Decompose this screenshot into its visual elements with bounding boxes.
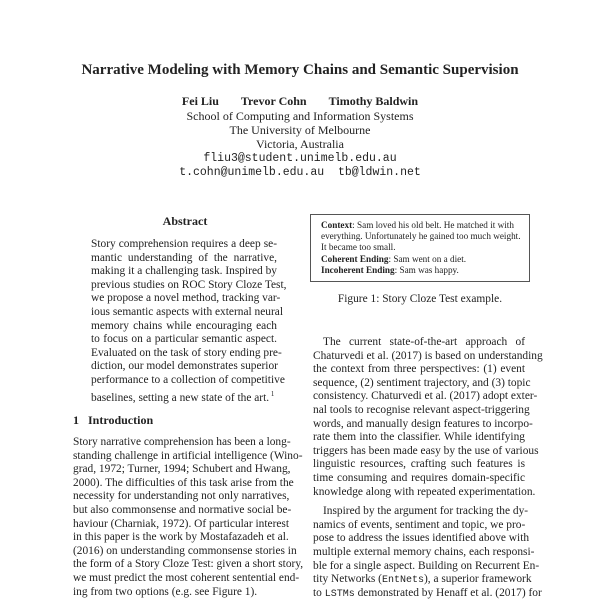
affiliation-line: The University of Melbourne bbox=[229, 123, 371, 137]
text-line: baselines, setting a new state of the art. $^1$ bbox=[91, 389, 275, 404]
text: to bbox=[313, 586, 325, 599]
email: fliu3@student.unimelb.edu.au bbox=[203, 152, 397, 165]
incoherent-label: Incoherent Ending bbox=[321, 264, 395, 275]
text: ), a superior framework bbox=[423, 573, 532, 586]
author: Fei Liu bbox=[181, 94, 219, 108]
text-line: linguistic resources, crafting such features is bbox=[313, 458, 525, 471]
text-line: multiple external memory chains, each responsi- bbox=[313, 545, 535, 558]
abstract-body bbox=[91, 238, 287, 404]
figure-caption: Figure 1: Story Cloze Test example. bbox=[337, 293, 503, 305]
intro-body bbox=[73, 436, 304, 599]
coherent-text: Sam went on a diet. bbox=[393, 253, 467, 264]
text-line: Story narrative comprehension has been a long- bbox=[73, 436, 291, 448]
section-title: Introduction bbox=[88, 413, 154, 427]
text-line: mantic understanding of the narrative, bbox=[91, 251, 277, 264]
author: Trevor Cohn bbox=[240, 94, 307, 108]
text-line: in this paper is the work by Mostafazadeh et al. bbox=[73, 531, 289, 544]
coherent-label: Coherent Ending bbox=[321, 253, 389, 264]
code-term: EntNets bbox=[381, 575, 424, 587]
text-line: grad, 1972; Turner, 1994; Schubert and Hwang, bbox=[73, 463, 291, 476]
author: Timothy Baldwin bbox=[328, 94, 419, 108]
text-line: the form of a Story Cloze Test: given a short story, bbox=[73, 558, 304, 571]
affiliation-line: Victoria, Australia bbox=[256, 137, 344, 151]
text-line: ble for a single aspect. Building on Recurrent En- bbox=[313, 559, 540, 572]
text-line bbox=[313, 573, 532, 587]
context-label: Context bbox=[321, 220, 353, 230]
text-line: Story comprehension requires a deep se- bbox=[91, 238, 277, 250]
text-line: ing from two options (e.g. see Figure 1). bbox=[73, 585, 258, 598]
abstract-heading: Abstract bbox=[162, 214, 208, 228]
email: t.cohn@unimelb.edu.au bbox=[179, 166, 325, 179]
text-line: haviour (Charniak, 1972). Of particular interest bbox=[73, 517, 290, 530]
incoherent-text: Sam was happy. bbox=[399, 264, 459, 275]
text-line: the context from three perspectives: (1) event bbox=[313, 363, 525, 376]
text-line: we must predict the most coherent sentential end- bbox=[73, 571, 300, 584]
text-line: Chaturvedi et al. (2017) is based on understanding bbox=[313, 349, 543, 362]
email-line bbox=[0, 166, 600, 179]
authors bbox=[0, 94, 600, 109]
footnote-mark[interactable]: 1 bbox=[269, 389, 275, 398]
text: tity Networks ( bbox=[313, 573, 382, 586]
text-line: ious semantic aspects with external neural bbox=[91, 305, 283, 318]
text-line: to focus on a particular semantic aspect. bbox=[91, 333, 277, 346]
context-text: It became too small. bbox=[321, 242, 396, 253]
text-line: diction, our model demonstrates superior bbox=[91, 360, 278, 373]
text-line: memory chains while encouraging each bbox=[91, 319, 277, 332]
text-line: (2016) on understanding commonsense stories in bbox=[73, 544, 297, 557]
figure-box: Context: Sam loved his old belt. He matched it with everything. Unfortunately he gained too much weight. It became too small. Coherent Ending: Sam went on a diet. Incoherent Ending: Sam was happy. bbox=[310, 214, 530, 282]
affiliation-line: School of Computing and Information Systems bbox=[186, 109, 414, 123]
section-heading bbox=[73, 413, 153, 428]
text-line: Inspired by the argument for tracking the dy- bbox=[323, 505, 529, 518]
text-line: sequence, (2) sentiment trajectory, and (3) topic bbox=[313, 376, 531, 389]
text-line: we propose a novel method, tracking var- bbox=[91, 292, 281, 305]
text-line: necessity for understanding not only narratives, bbox=[73, 490, 290, 503]
text-line: triggers has been made easy by the use of various bbox=[313, 444, 539, 457]
text-line: The current state-of-the-art approach of bbox=[323, 336, 525, 348]
text-line: making it a challenging task. Inspired by bbox=[91, 265, 277, 278]
text-line: namics of events, sentiment and topic, we pro- bbox=[313, 518, 526, 531]
text-line: knowledge along with repeated experimentation. bbox=[313, 485, 536, 498]
text-line: but also commonsense and normative social be- bbox=[73, 503, 292, 516]
text-line: consistency. Chaturvedi et al. (2017) adopt exter- bbox=[313, 390, 538, 403]
text-line: previous studies on ROC Story Cloze Test, bbox=[91, 278, 287, 291]
right-column-body bbox=[313, 336, 543, 600]
text-line: nal tools to recognise relevant aspect-triggering bbox=[313, 403, 530, 416]
text-line: words, and manually design features to incorpo- bbox=[313, 417, 533, 430]
code-term: LSTMs bbox=[324, 588, 355, 600]
text-line: standing challenge in artificial intelligence (Wino- bbox=[73, 449, 303, 462]
text-line: time consuming and requires domain-specific bbox=[313, 471, 525, 484]
text-line: rate them into the classifier. While identifying bbox=[313, 431, 525, 444]
text-line: Evaluated on the task of story ending pre- bbox=[91, 346, 282, 359]
context-text: Sam loved his old belt. He matched it with bbox=[357, 220, 514, 230]
paper-title: Narrative Modeling with Memory Chains and Semantic Supervision bbox=[81, 62, 519, 78]
text-line: performance to a collection of competitive bbox=[91, 373, 285, 386]
text-line: pose to address the issues identified above with bbox=[313, 532, 530, 545]
text-line: 2000). The difficulties of this task arise from the bbox=[73, 476, 294, 489]
text: demonstrated by Henaff et al. (2017) for bbox=[354, 586, 542, 599]
section-number: 1 bbox=[73, 413, 79, 427]
email: tb@ldwin.net bbox=[337, 166, 421, 179]
context-text: everything. Unfortunately he gained too much weight. bbox=[321, 231, 521, 242]
text-line bbox=[313, 586, 542, 600]
